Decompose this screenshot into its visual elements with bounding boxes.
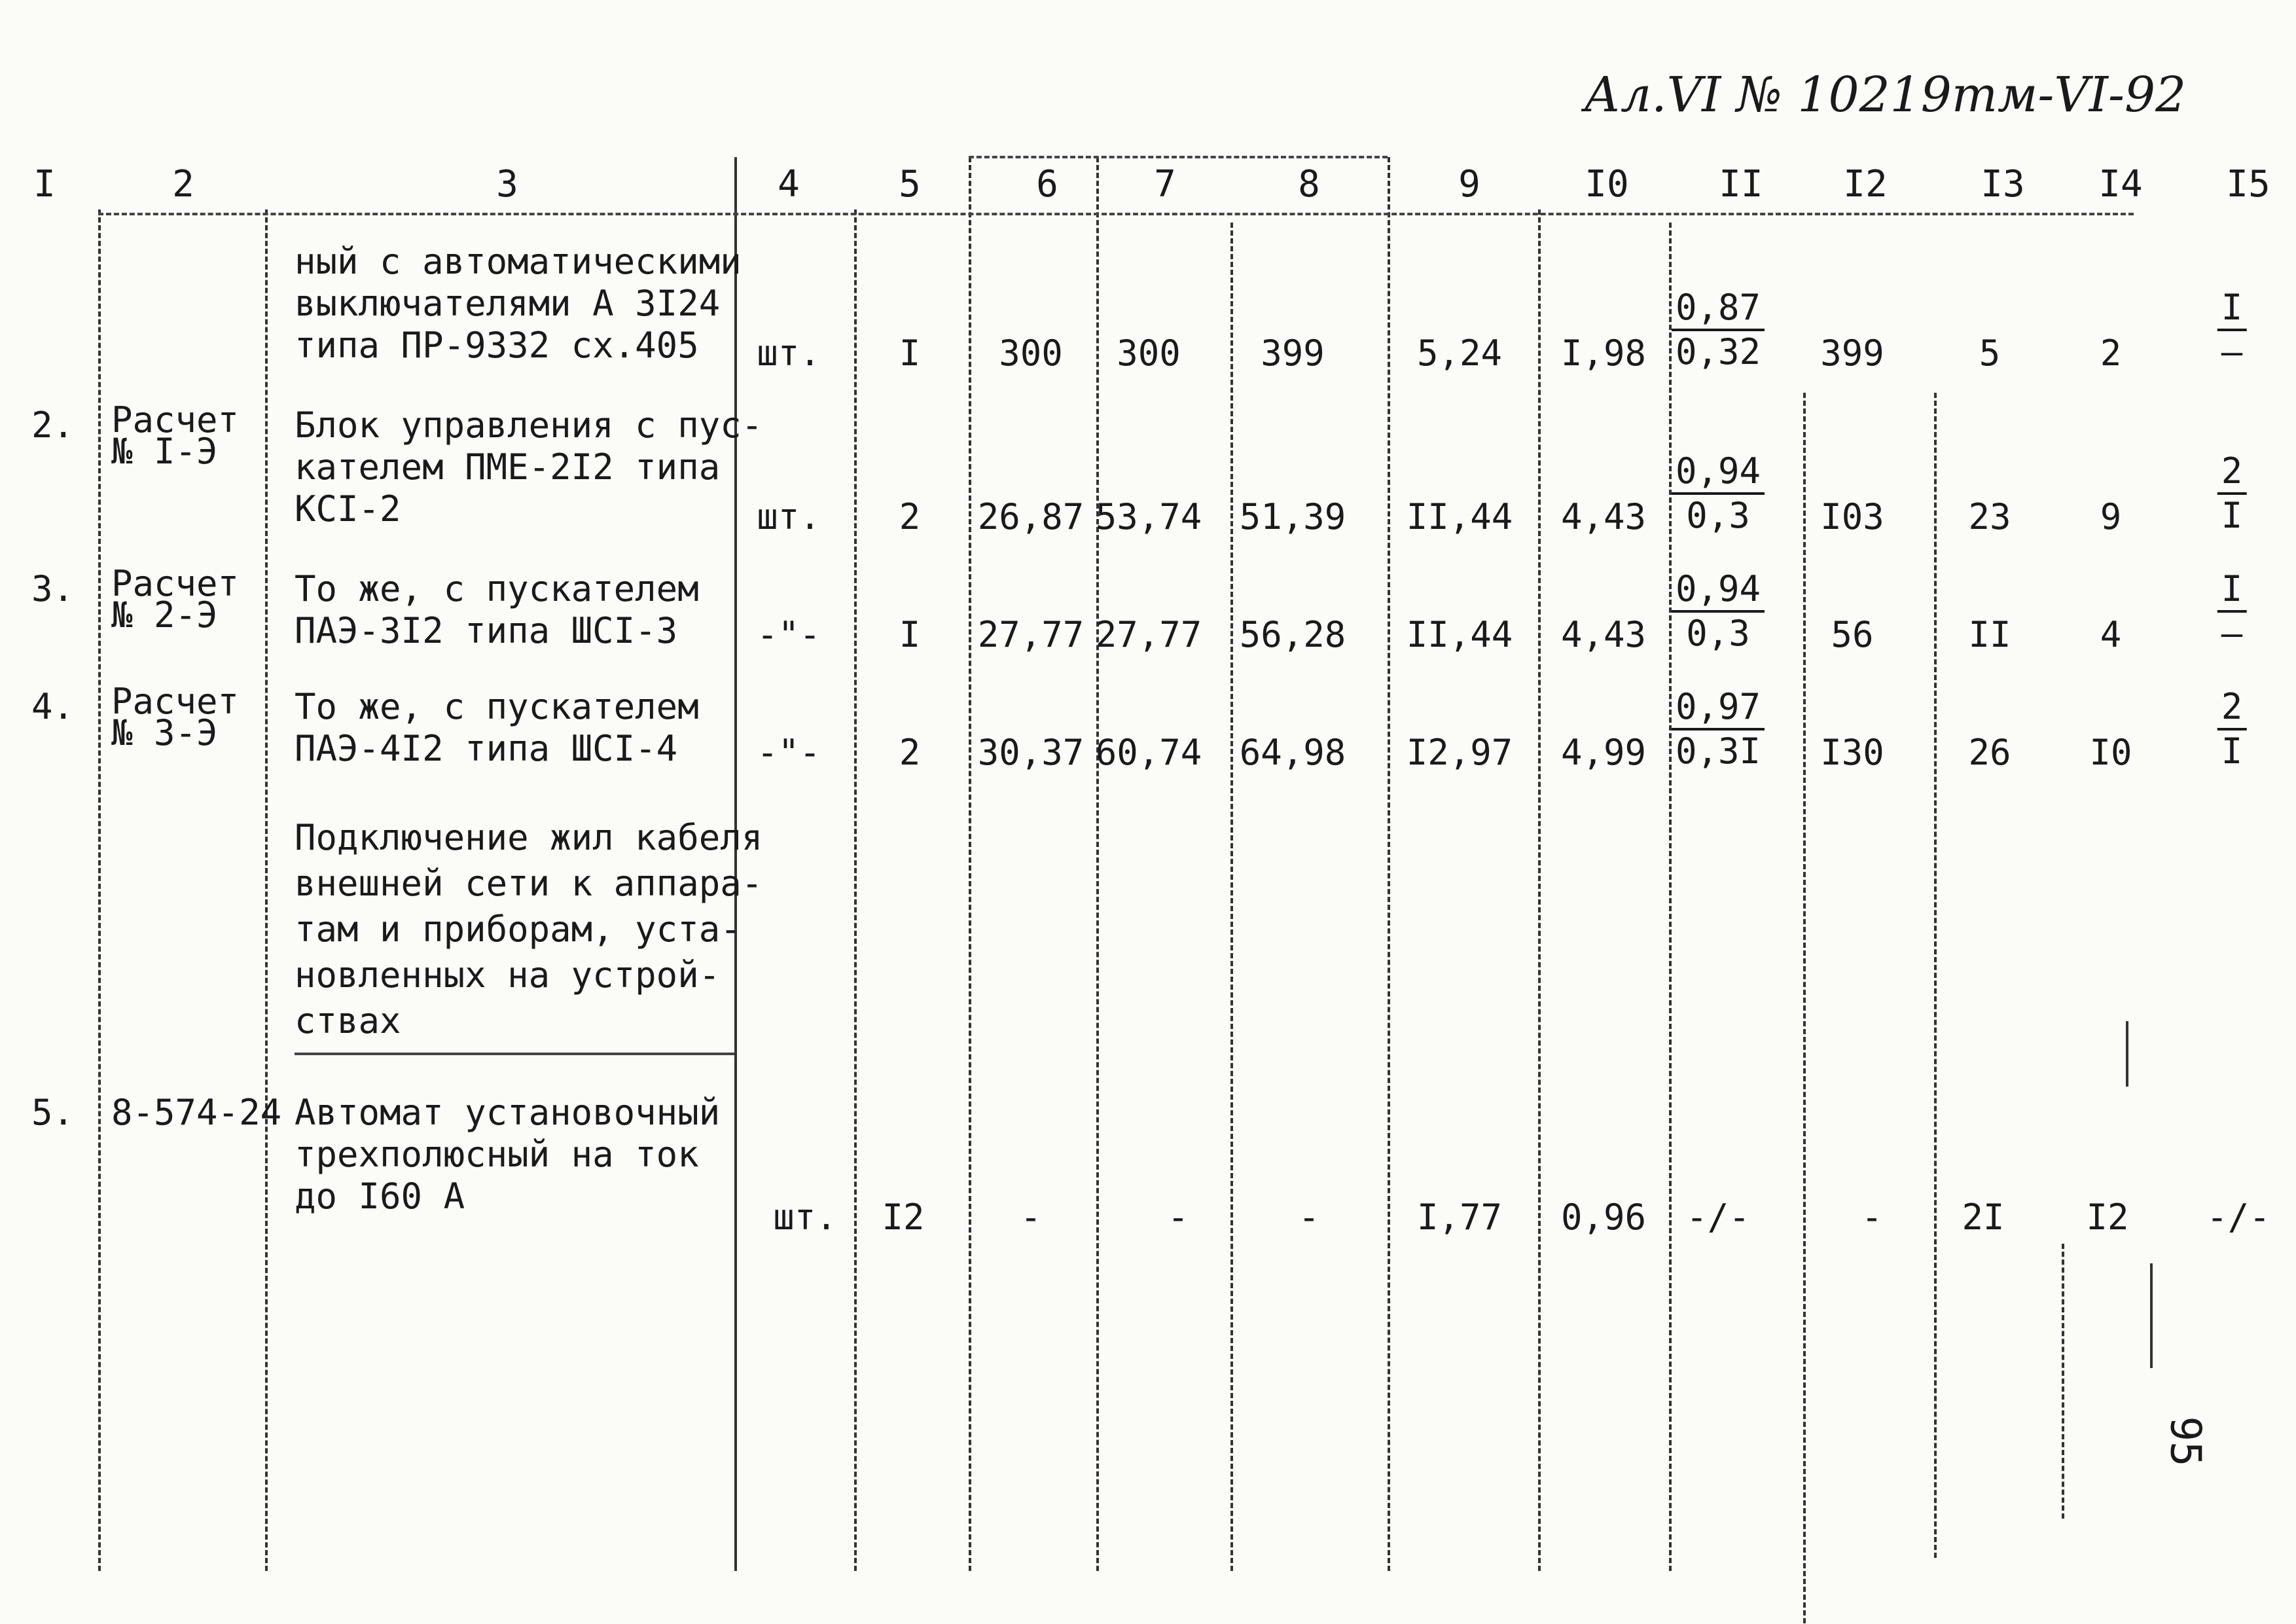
cell-col6: - (1020, 1197, 1042, 1238)
column-header: 2 (172, 163, 194, 206)
cell-col7: - (1167, 1197, 1189, 1238)
row-number: 2. (31, 405, 75, 446)
column-header: II (1719, 163, 1763, 206)
cell-col8: 399 (1261, 333, 1325, 374)
cell-col8: - (1298, 1197, 1320, 1238)
cell-col10: 4,43 (1560, 496, 1647, 537)
item-description: То же, с пускателем ПАЭ-3I2 типа ШСI-3 (295, 568, 699, 651)
cell-col9: 5,24 (1416, 333, 1503, 374)
cell-col7: 300 (1117, 333, 1181, 374)
unit-cell: шт. (757, 496, 821, 537)
cell-col9: I,77 (1416, 1197, 1503, 1238)
column-header: 5 (899, 163, 921, 206)
column-divider (2150, 1263, 2153, 1368)
reference-cell: Расчет № 2-Э (111, 563, 240, 636)
section-underline (295, 1053, 734, 1055)
cell-col13: 5 (1979, 333, 2001, 374)
cell-col6: 26,87 (977, 496, 1085, 537)
unit-cell: шт. (773, 1197, 837, 1238)
column-divider (854, 209, 857, 1571)
cell-col14: 9 (2100, 496, 2122, 537)
cell-col7: 60,74 (1095, 732, 1202, 773)
cell-col13: 26 (1968, 732, 2011, 773)
cell-col12: I03 (1820, 496, 1884, 537)
column-divider (1230, 223, 1233, 1571)
fraction-col11: $\frac{0,94}{0,3}$ (1672, 450, 1765, 537)
cell-col6: 27,77 (977, 614, 1085, 655)
column-header: 6 (1036, 163, 1058, 206)
cell-col13: 2I (1962, 1197, 2005, 1238)
cell-col6: 30,37 (977, 732, 1085, 773)
handwritten-annotation: Ал.VI № 10219тм-VI-92 (1584, 67, 2187, 123)
unit-cell: -"- (757, 614, 821, 655)
item-description: Автомат установочный трехполюсный на ток до I60 А (295, 1092, 721, 1217)
column-divider (2062, 1244, 2064, 1519)
cell-col11: -/- (1686, 1197, 1750, 1238)
cell-col13: II (1968, 614, 2011, 655)
reference-cell: 8-574-24 (111, 1092, 282, 1133)
cell-col14: I0 (2089, 732, 2132, 773)
fraction-col15: I – (2217, 287, 2247, 373)
cell-col10: 4,43 (1560, 614, 1647, 655)
unit-cell: -"- (757, 732, 821, 773)
fraction-col15: $\frac{2}{I}$ (2217, 450, 2247, 537)
cell-col8: 64,98 (1239, 732, 1346, 773)
column-header: I3 (1981, 163, 2025, 206)
cell-col10: 4,99 (1560, 732, 1647, 773)
cell-col8: 56,28 (1239, 614, 1346, 655)
item-description: Блок управления с пус- кателем ПМЕ-2I2 типа КСI-2 (295, 405, 763, 530)
fraction-col11: $\frac{0,87}{0,32}$ (1672, 287, 1765, 373)
fraction-col15: I – (2217, 568, 2247, 655)
quantity-cell: 2 (899, 496, 921, 537)
cell-col6: 300 (999, 333, 1063, 374)
column-divider (1669, 223, 1672, 1571)
column-divider (1538, 209, 1541, 1571)
column-divider (969, 157, 971, 1571)
quantity-cell: I2 (882, 1197, 925, 1238)
cell-col12: 399 (1820, 333, 1884, 374)
page-number: 95 (2161, 1416, 2210, 1467)
column-header: I2 (1843, 163, 1888, 206)
header-divider (98, 213, 2134, 215)
cell-col14: 2 (2100, 333, 2122, 374)
column-divider (2126, 1021, 2128, 1087)
cell-col9: I2,97 (1406, 732, 1513, 773)
column-divider (265, 209, 268, 1571)
column-header: 7 (1154, 163, 1176, 206)
section-heading: Подключение жил кабеля внешней сети к аппара- там и приборам, уста- новленных на устрой- ствах (295, 817, 763, 1041)
cell-col10: 0,96 (1560, 1197, 1647, 1238)
column-divider (98, 209, 101, 1571)
header-divider (969, 156, 1388, 158)
row-number: 3. (31, 568, 75, 609)
cell-col12: I30 (1820, 732, 1884, 773)
reference-cell: Расчет № 3-Э (111, 681, 240, 753)
fraction-col11: $\frac{0,94}{0,3}$ (1672, 568, 1765, 655)
column-divider (1388, 157, 1390, 1571)
item-description: То же, с пускателем ПАЭ-4I2 типа ШСI-4 (295, 686, 699, 769)
cell-col9: II,44 (1406, 496, 1513, 537)
column-header: 4 (778, 163, 800, 206)
cell-col14: 4 (2100, 614, 2122, 655)
column-header: I4 (2098, 163, 2143, 206)
column-header: I0 (1585, 163, 1629, 206)
row-number: 5. (31, 1092, 75, 1133)
quantity-cell: I (899, 333, 921, 374)
cell-col9: II,44 (1406, 614, 1513, 655)
column-divider (1096, 157, 1099, 1571)
fraction-col15: $\frac{2}{I}$ (2217, 686, 2247, 772)
row-number: 4. (31, 686, 75, 727)
cell-col15: -/- (2206, 1197, 2270, 1238)
cell-col12: - (1861, 1197, 1883, 1238)
column-header: 9 (1458, 163, 1480, 206)
column-header: 3 (496, 163, 518, 206)
cell-col7: 27,77 (1095, 614, 1202, 655)
column-divider (1934, 393, 1937, 1558)
fraction-col11: $\frac{0,97}{0,3I}$ (1672, 686, 1765, 772)
cell-col7: 53,74 (1095, 496, 1202, 537)
quantity-cell: 2 (899, 732, 921, 773)
item-description: ный с автоматическими выключателями А 3I24 типа ПР-9332 сх.405 (295, 241, 742, 366)
cell-col12: 56 (1831, 614, 1874, 655)
cell-col14: I2 (2086, 1197, 2129, 1238)
cell-col13: 23 (1968, 496, 2011, 537)
quantity-cell: I (899, 614, 921, 655)
column-header: I5 (2226, 163, 2270, 206)
cell-col8: 51,39 (1239, 496, 1346, 537)
reference-cell: Расчет № I-Э (111, 399, 240, 472)
column-divider (1803, 393, 1806, 1623)
column-header: I (33, 163, 56, 206)
unit-cell: шт. (757, 333, 821, 374)
column-header: 8 (1298, 163, 1320, 206)
cell-col10: I,98 (1560, 333, 1647, 374)
